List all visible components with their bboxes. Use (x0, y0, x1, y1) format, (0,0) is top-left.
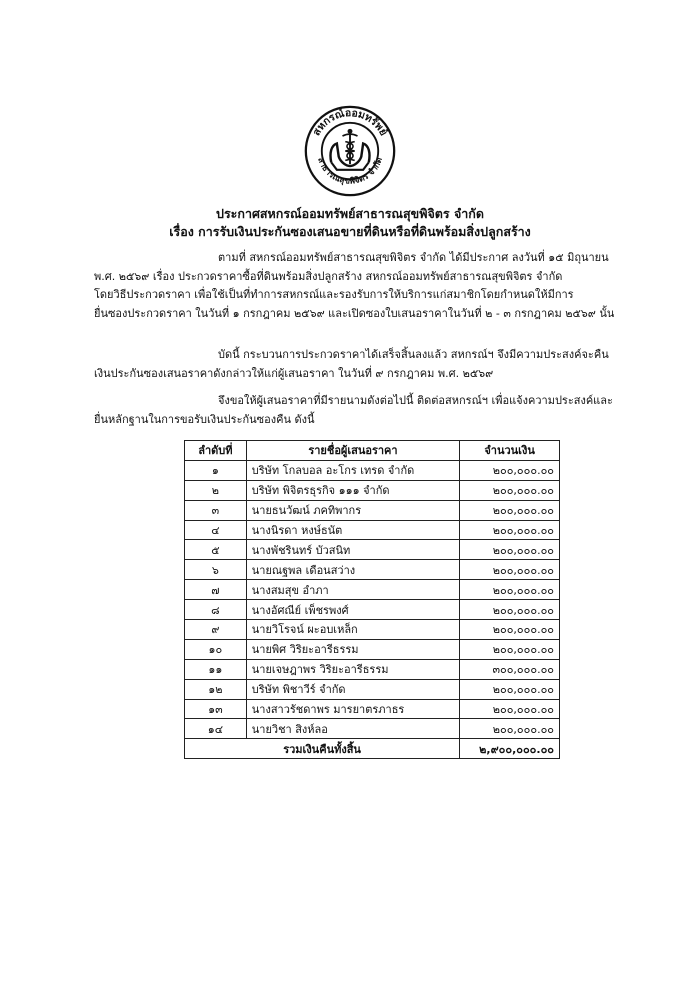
logo-ring-text-bottom: สาธารณสุขพิจิตร จำกัด (316, 156, 384, 186)
row-number: ๑๒ (185, 679, 247, 699)
coop-seal-logo-icon (303, 104, 397, 198)
table-header-row (185, 441, 560, 461)
paragraph-line: ยื่นหลักฐานในการขอรับเงินประกันซองคืน ดังนี้ (94, 412, 315, 426)
row-number: ๕ (185, 540, 247, 560)
bidder-name: นางอัศณีย์ เพ็ชรพงศ์ (246, 600, 459, 620)
paragraph-line: เงินประกันซองเสนอราคาดังกล่าวให้แก่ผู้เสนอราคา ในวันที่ ๙ กรกฎาคม พ.ศ. ๒๕๖๙ (94, 366, 494, 380)
bidder-name: นางนิรดา หงษ์ธนัต (246, 520, 459, 540)
row-number: ๖ (185, 560, 247, 580)
table-row (185, 580, 560, 600)
bidder-name: นางสาวรัชดาพร มารยาตรภาธร (246, 699, 459, 719)
paragraph-line: ตามที่ สหกรณ์ออมทรัพย์สาธารณสุขพิจิตร จำกัด ได้มีประกาศ ลงวันที่ ๑๕ มิถุนายน (218, 251, 609, 264)
bidder-name: บริษัท โกลบอล อะโกร เทรด จำกัด (246, 460, 459, 480)
refund-amount: ๒๐๐,๐๐๐.๐๐ (460, 639, 560, 659)
bidder-name: นายพิศ วิริยะอารีธรรม (246, 639, 459, 659)
table-row (185, 659, 560, 679)
bidder-name: นางพัชรินทร์ บัวสนิท (246, 540, 459, 560)
bidder-name: นายธนวัฒน์ ภคทิพากร (246, 500, 459, 520)
paragraph-line: โดยวิธีประกวดราคา เพื่อใช้เป็นที่ทำการสหกรณ์และรองรับการให้บริการแก่สมาชิกโดยกำหนดให้มีการ (94, 288, 574, 301)
table-row (185, 540, 560, 560)
table-row (185, 719, 560, 739)
bidder-name: นายเจษฎาพร วิริยะอารีธรรม (246, 659, 459, 679)
refund-amount: ๒๐๐,๐๐๐.๐๐ (460, 600, 560, 620)
table-total-row (185, 739, 560, 759)
table-row (185, 620, 560, 640)
bidder-refund-table (184, 440, 560, 759)
row-number: ๘ (185, 600, 247, 620)
table-row (185, 460, 560, 480)
refund-amount: ๒๐๐,๐๐๐.๐๐ (460, 580, 560, 600)
logo-ring-text-top: สหกรณ์ออมทรัพย์ (310, 107, 390, 138)
row-number: ๔ (185, 520, 247, 540)
bidder-name: บริษัท พิจิตรธุรกิจ ๑๑๑ จำกัด (246, 480, 459, 500)
table-row (185, 699, 560, 719)
table-row (185, 560, 560, 580)
paragraph-refund-notice (94, 346, 614, 383)
bidder-name: บริษัท พิชาวีร์ จำกัด (246, 679, 459, 699)
refund-amount: ๒๐๐,๐๐๐.๐๐ (460, 520, 560, 540)
refund-amount: ๒๐๐,๐๐๐.๐๐ (460, 620, 560, 640)
table-row (185, 520, 560, 540)
refund-amount: ๓๐๐,๐๐๐.๐๐ (460, 659, 560, 679)
column-header-number: ลำดับที่ (185, 441, 247, 461)
refund-amount: ๒๐๐,๐๐๐.๐๐ (460, 480, 560, 500)
refund-amount: ๒๐๐,๐๐๐.๐๐ (460, 719, 560, 739)
column-header-name: รายชื่อผู้เสนอราคา (246, 441, 459, 461)
row-number: ๓ (185, 500, 247, 520)
table-row (185, 500, 560, 520)
table-row (185, 600, 560, 620)
row-number: ๑๑ (185, 659, 247, 679)
row-number: ๑๓ (185, 699, 247, 719)
row-number: ๑ (185, 460, 247, 480)
bidder-name: นายณฐพล เดือนสว่าง (246, 560, 459, 580)
paragraph-line: ยื่นซองประกวดราคา ในวันที่ ๑ กรกฎาคม ๒๕๖๙ และเปิดซองใบเสนอราคาในวันที่ ๒ - ๓ กรกฎาคม ๒๕๖๙ นั้น (94, 306, 614, 320)
bidder-name: นางสมสุข อำภา (246, 580, 459, 600)
refund-amount: ๒๐๐,๐๐๐.๐๐ (460, 460, 560, 480)
paragraph-line: จึงขอให้ผู้เสนอราคาที่มีรายนามดังต่อไปนี้ ติดต่อสหกรณ์ฯ เพื่อแจ้งความประสงค์และ (218, 394, 613, 407)
refund-amount: ๒๐๐,๐๐๐.๐๐ (460, 560, 560, 580)
refund-amount: ๒๐๐,๐๐๐.๐๐ (460, 699, 560, 719)
paragraph-instructions (94, 392, 614, 429)
bidder-name: นายวิโรจน์ ผะอบเหล็ก (246, 620, 459, 640)
announcement-subject: เรื่อง การรับเงินประกันซองเสนอขายที่ดินหรือที่ดินพร้อมสิ่งปลูกสร้าง (169, 224, 531, 239)
table-row (185, 639, 560, 659)
refund-amount: ๒๐๐,๐๐๐.๐๐ (460, 679, 560, 699)
bidder-name: นายวิชา สิงห์ลอ (246, 719, 459, 739)
column-header-amount: จำนวนเงิน (460, 441, 560, 461)
table-row (185, 679, 560, 699)
row-number: ๒ (185, 480, 247, 500)
total-label: รวมเงินคืนทั้งสิ้น (185, 739, 460, 759)
row-number: ๑๐ (185, 639, 247, 659)
paragraph-background (94, 249, 614, 323)
table-row (185, 480, 560, 500)
refund-amount: ๒๐๐,๐๐๐.๐๐ (460, 540, 560, 560)
refund-amount: ๒๐๐,๐๐๐.๐๐ (460, 500, 560, 520)
row-number: ๑๔ (185, 719, 247, 739)
total-amount: ๒,๙๐๐,๐๐๐.๐๐ (460, 739, 560, 759)
announcement-title: ประกาศสหกรณ์ออมทรัพย์สาธารณสุขพิจิตร จำกัด (216, 206, 484, 221)
row-number: ๗ (185, 580, 247, 600)
paragraph-line: บัดนี้ กระบวนการประกวดราคาได้เสร็จสิ้นลงแล้ว สหกรณ์ฯ จึงมีความประสงค์จะคืน (218, 348, 609, 361)
row-number: ๙ (185, 620, 247, 640)
paragraph-line: พ.ศ. ๒๕๖๙ เรื่อง ประกวดราคาซื้อที่ดินพร้อมสิ่งปลูกสร้าง สหกรณ์ออมทรัพย์สาธารณสุขพิจิตร จำกัด (94, 269, 563, 283)
